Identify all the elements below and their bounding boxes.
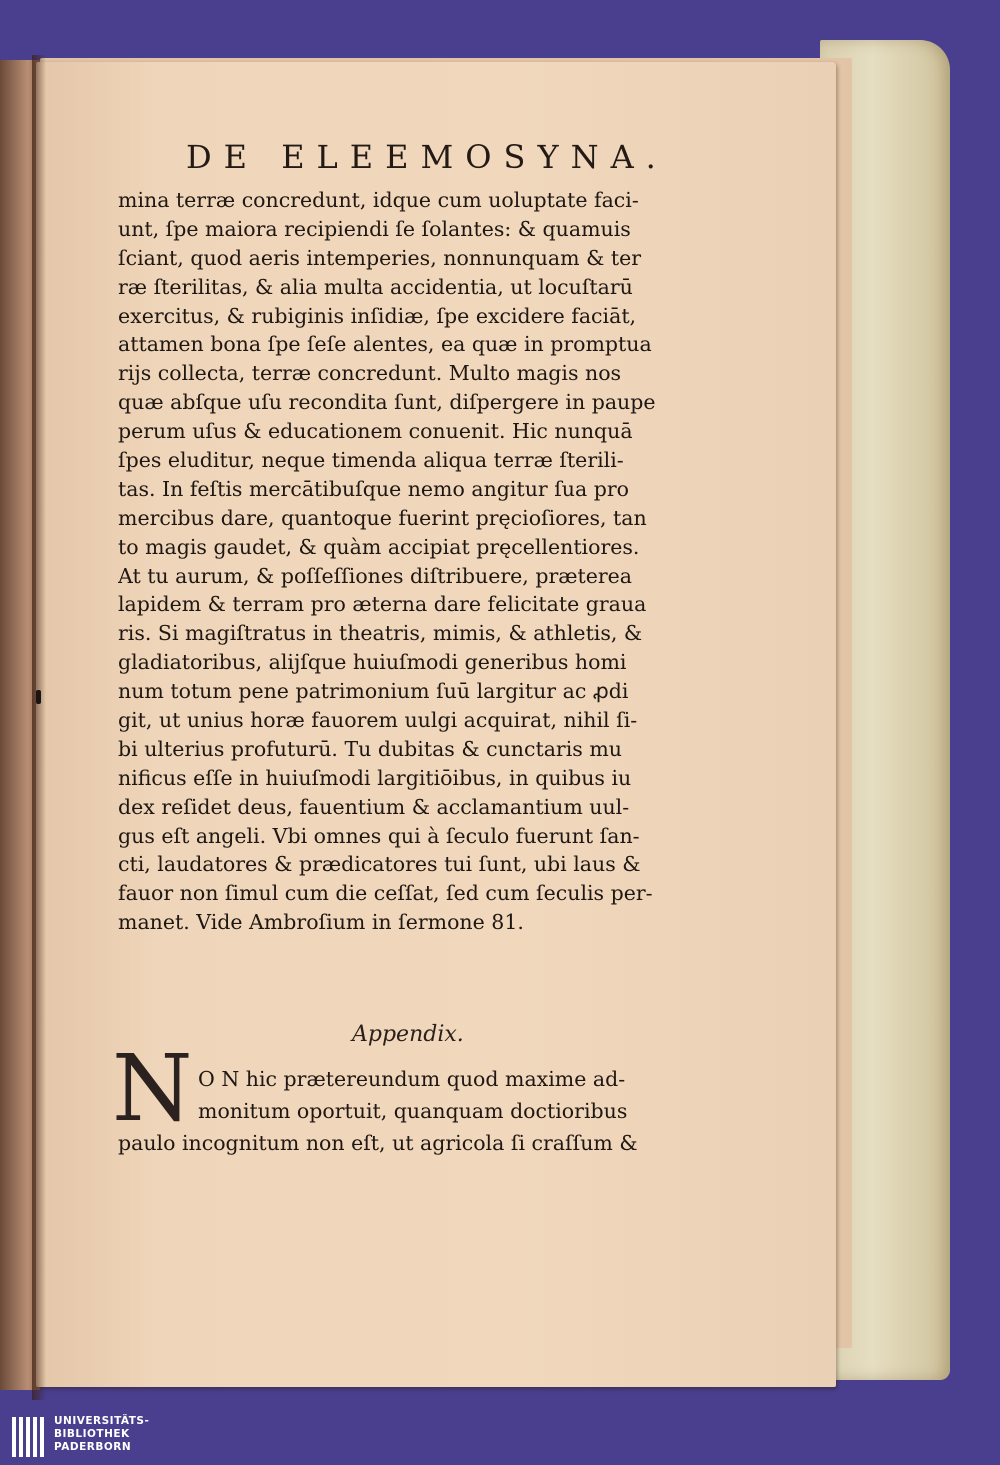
text-line: tas. In feſtis mercātibuſque nemo angitur ſua pro: [118, 476, 630, 501]
library-logo-text: [54, 1415, 149, 1454]
text-line: manet. Vide Ambroſium in ſermone 81.: [118, 910, 524, 935]
text-line: to magis gaudet, & quàm accipiat pręcellentiores.: [118, 534, 640, 559]
text-line: cti, laudatores & prædicatores tui ſunt, ubi laus &: [118, 852, 641, 877]
library-logo-icon: [12, 1417, 46, 1457]
logo-line: BIBLIOTHEK: [54, 1428, 130, 1440]
text-line: ris. Si magiſtratus in theatris, mimis, & athletis, &: [118, 621, 643, 646]
logo-line: PADERBORN: [54, 1441, 132, 1453]
text-line: ræ ſterilitas, & alia multa accidentia, ut locuſtarū: [118, 274, 633, 299]
text-line: quæ abſque uſu recondita ſunt, diſpergere in paupe: [118, 390, 656, 415]
text-line: unt, ſpe maiora recipiendi ſe ſolantes: & quamuis: [118, 216, 631, 241]
text-line: ſpes eluditur, neque timenda aliqua terræ ſterili-: [118, 448, 624, 473]
body-text: [118, 186, 718, 937]
running-headline: DE ELEEMOSYNA.: [186, 138, 668, 176]
text-line: lapidem & terram pro æterna dare felicitate graua: [118, 592, 647, 617]
appendix-line: paulo incognitum non eſt, ut agricola ſi craſſum &: [118, 1131, 638, 1155]
text-line: nificus eſſe in huiuſmodi largitiōibus, in quibus iu: [118, 765, 632, 790]
text-line: gladiatoribus, alijſque huiuſmodi generibus homi: [118, 650, 627, 675]
library-logo: [12, 1415, 212, 1459]
appendix-heading: Appendix.: [352, 1022, 464, 1047]
text-line: git, ut unius horæ fauorem uulgi acquirat, nihil ſi-: [118, 708, 638, 733]
text-line: num totum pene patrimonium ſuū largitur ac ꝓdi: [118, 679, 629, 704]
text-line: gus eſt angeli. Vbi omnes qui à ſeculo fuerunt ſan-: [118, 823, 640, 848]
text-line: exercitus, & rubiginis inſidiæ, ſpe excidere faciāt,: [118, 303, 637, 328]
ink-mark: [36, 690, 41, 704]
text-line: fauor non ſimul cum die ceſſat, ſed cum ſeculis per-: [118, 881, 653, 906]
drop-cap-initial: N: [112, 1035, 193, 1142]
text-line: bi ulterius profuturū. Tu dubitas & cunctaris mu: [118, 736, 622, 761]
text-line: At tu aurum, & poſſeſſiones diſtribuere, præterea: [118, 563, 633, 588]
spine-shadow: [32, 55, 46, 1400]
text-line: ſciant, quod aeris intemperies, nonnunquam & ter: [118, 245, 642, 270]
text-line: mina terræ concredunt, idque cum uoluptate faci-: [118, 188, 639, 212]
text-line: attamen bona ſpe ſeſe alentes, ea quæ in promptua: [118, 332, 652, 357]
text-line: rijs collecta, terræ concredunt. Multo magis nos: [118, 361, 622, 386]
text-line: mercibus dare, quantoque fuerint pręcioſiores, tan: [118, 505, 647, 530]
appendix-line: monitum oportuit, quanquam doctioribus: [198, 1099, 628, 1123]
text-line: dex reſidet deus, fauentium & acclamantium uul-: [118, 794, 630, 819]
text-line: perum uſus & educationem conuenit. Hic nunquā: [118, 419, 633, 444]
logo-line: UNIVERSITÄTS-: [54, 1415, 150, 1427]
appendix-line: O N hic prætereundum quod maxime ad-: [198, 1067, 626, 1091]
